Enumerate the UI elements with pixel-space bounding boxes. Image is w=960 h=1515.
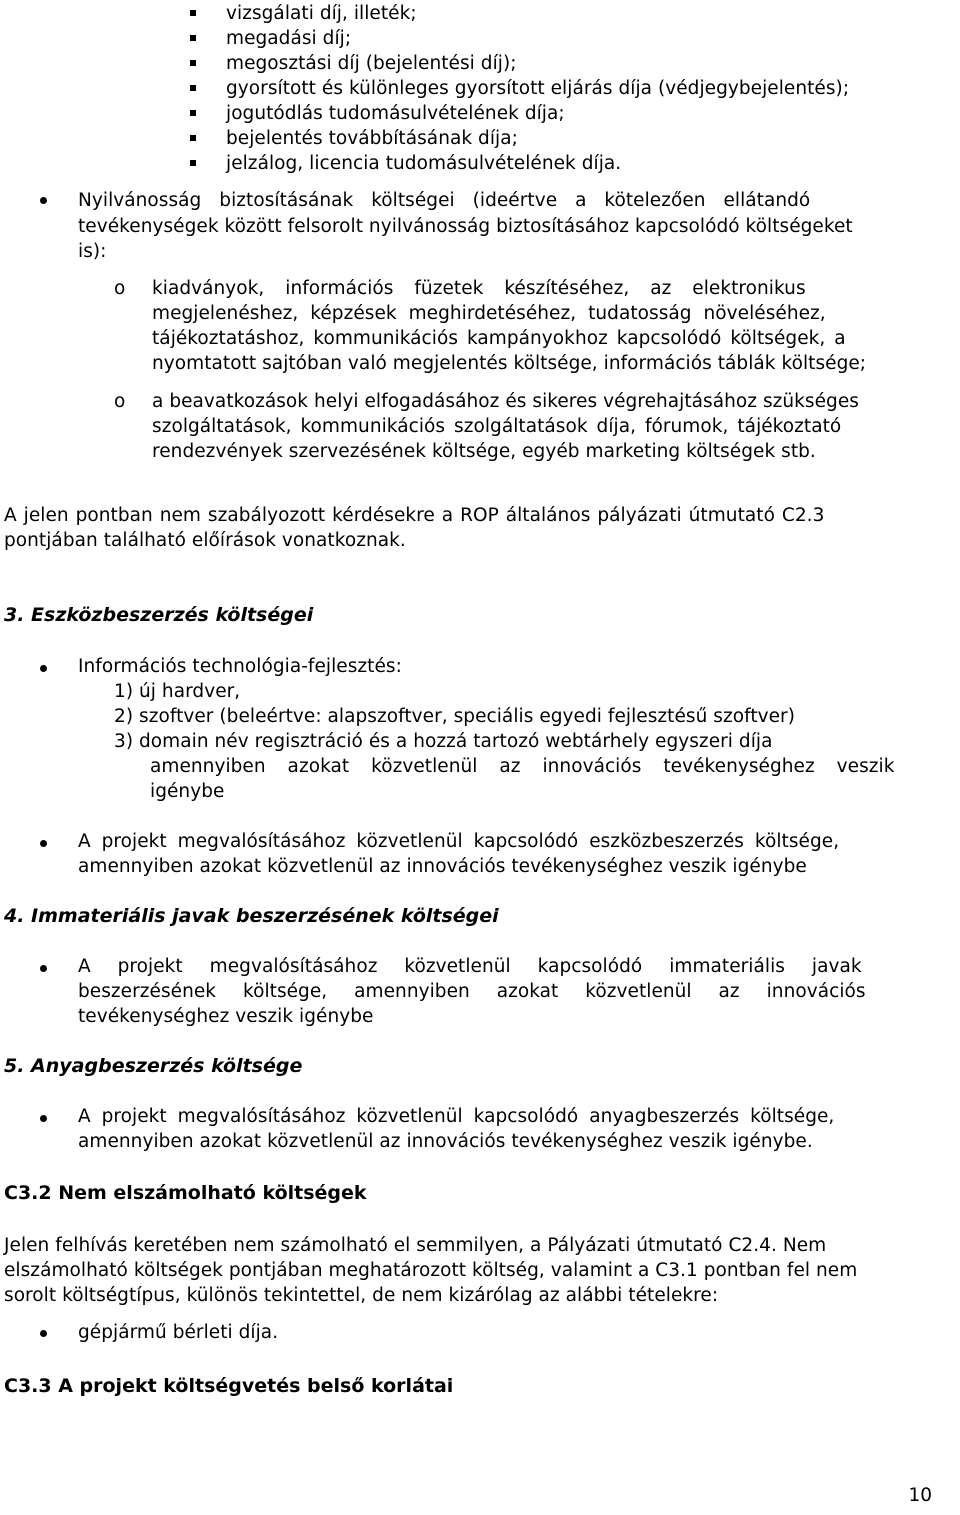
fee-list-item: bejelentés továbbításának díja; bbox=[226, 128, 518, 149]
c32-line: Jelen felhívás keretében nem számolható el semmilyen, a Pályázati útmutató C2.4. Nem bbox=[4, 1235, 827, 1256]
section3-bullet-line: A projekt megvalósításához közvetlenül kapcsolódó eszközbeszerzés költsége, bbox=[78, 831, 840, 852]
publicity-sub-line: kiadványok, információs füzetek készítéséhez, az elektronikus bbox=[152, 278, 806, 299]
publicity-sub-line: szolgáltatások, kommunikációs szolgáltatások díja, fórumok, tájékoztató bbox=[152, 416, 842, 437]
sub-bullet-marker: o bbox=[114, 391, 126, 412]
publicity-line: tevékenységek között felsorolt nyilvánosság biztosításához kapcsolódó költségeket bbox=[78, 216, 853, 237]
fee-list-item: jogutódlás tudomásulvételének díja; bbox=[226, 103, 565, 124]
square-bullet-icon bbox=[190, 85, 196, 91]
it-item-continuation: igénybe bbox=[150, 781, 225, 802]
publicity-sub-line: rendezvények szervezésének költsége, egyéb marketing költségek stb. bbox=[152, 441, 816, 462]
square-bullet-icon bbox=[190, 35, 196, 41]
section-heading: 4. Immateriális javak beszerzésének költségei bbox=[4, 905, 499, 927]
c32-bullet: gépjármű bérleti díja. bbox=[78, 1322, 279, 1343]
fee-list-item: megadási díj; bbox=[226, 28, 352, 49]
publicity-sub-line: a beavatkozások helyi elfogadásához és sikeres végrehajtásához szükséges bbox=[152, 391, 859, 412]
square-bullet-icon bbox=[190, 110, 196, 116]
fee-list-item: jelzálog, licencia tudomásulvételének díja. bbox=[226, 153, 622, 174]
section3-bullet-line: amennyiben azokat közvetlenül az innovációs tevékenységhez veszik igénybe bbox=[78, 856, 807, 877]
sub-bullet-marker: o bbox=[114, 278, 126, 299]
bullet-icon bbox=[40, 965, 47, 972]
c32-line: elszámolható költségek pontjában meghatározott költség, valamint a C3.1 pontban fel nem bbox=[4, 1260, 858, 1281]
fee-list-item: gyorsított és különleges gyorsított eljárás díja (védjegybejelentés); bbox=[226, 78, 850, 99]
it-item: 3) domain név regisztráció és a hozzá tartozó webtárhely egyszeri díja bbox=[114, 731, 773, 752]
section5-line: A projekt megvalósításához közvetlenül kapcsolódó anyagbeszerzés költsége, bbox=[78, 1106, 835, 1127]
section-heading: 3. Eszközbeszerzés költségei bbox=[4, 604, 314, 626]
it-item-continuation: amennyiben azokat közvetlenül az innovációs tevékenységhez veszik bbox=[150, 756, 895, 777]
section4-line: beszerzésének költsége, amennyiben azokat közvetlenül az innovációs bbox=[78, 981, 866, 1002]
c32-line: sorolt költségtípus, különös tekintettel, de nem kizárólag az alábbi tételekre: bbox=[4, 1285, 719, 1306]
section4-line: tevékenységhez veszik igénybe bbox=[78, 1006, 374, 1027]
section-heading: C3.3 A projekt költségvetés belső korlátai bbox=[4, 1375, 454, 1397]
publicity-sub-line: nyomtatott sajtóban való megjelentés költsége, információs táblák költsége; bbox=[152, 353, 867, 374]
bullet-icon bbox=[40, 1115, 47, 1122]
square-bullet-icon bbox=[190, 135, 196, 141]
bullet-icon bbox=[40, 197, 47, 204]
it-item: 2) szoftver (beleértve: alapszoftver, speciális egyedi fejlesztésű szoftver) bbox=[114, 706, 795, 727]
publicity-line: Nyilvánosság biztosításának költségei (ideértve a kötelezően ellátandó bbox=[78, 190, 811, 211]
rop-note-line: A jelen pontban nem szabályozott kérdésekre a ROP általános pályázati útmutató C2.3 bbox=[4, 505, 825, 526]
it-intro: Információs technológia-fejlesztés: bbox=[78, 656, 402, 677]
publicity-sub-line: megjelenéshez, képzések meghirdetéséhez, tudatosság növeléséhez, bbox=[152, 303, 826, 324]
page-number: 10 bbox=[908, 1485, 932, 1506]
bullet-icon bbox=[40, 840, 47, 847]
rop-note-line: pontjában található előírások vonatkoznak. bbox=[4, 530, 406, 551]
square-bullet-icon bbox=[190, 10, 196, 16]
section-heading: C3.2 Nem elszámolható költségek bbox=[4, 1182, 367, 1204]
section4-line: A projekt megvalósításához közvetlenül kapcsolódó immateriális javak bbox=[78, 956, 862, 977]
section5-line: amennyiben azokat közvetlenül az innovációs tevékenységhez veszik igénybe. bbox=[78, 1131, 813, 1152]
it-item: 1) új hardver, bbox=[114, 681, 241, 702]
bullet-icon bbox=[40, 665, 47, 672]
square-bullet-icon bbox=[190, 60, 196, 66]
fee-list-item: vizsgálati díj, illeték; bbox=[226, 3, 417, 24]
publicity-line: is): bbox=[78, 241, 107, 262]
bullet-icon bbox=[40, 1330, 47, 1337]
fee-list-item: megosztási díj (bejelentési díj); bbox=[226, 53, 517, 74]
square-bullet-icon bbox=[190, 160, 196, 166]
publicity-sub-line: tájékoztatáshoz, kommunikációs kampányokhoz kapcsolódó költségek, a bbox=[152, 328, 846, 349]
section-heading: 5. Anyagbeszerzés költsége bbox=[4, 1055, 303, 1077]
